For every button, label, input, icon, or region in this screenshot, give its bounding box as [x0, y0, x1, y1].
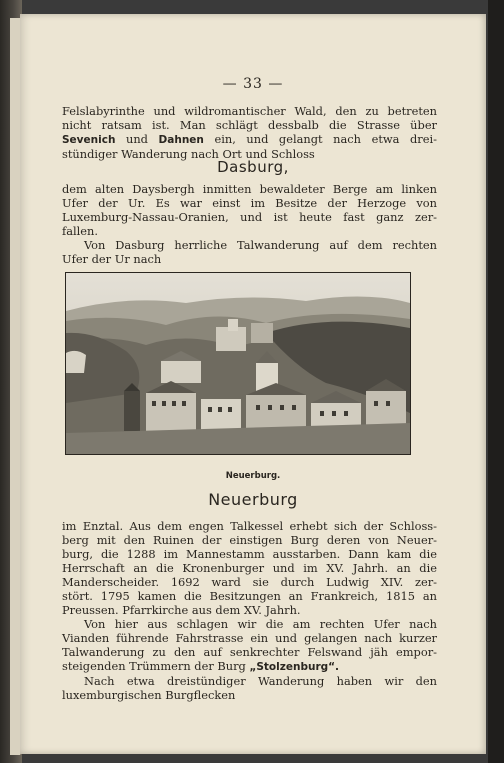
text-line: nicht ratsam ist. Man schlägt dessbalb die Strasse über [62, 118, 437, 132]
heading-dasburg: Dasburg, [217, 158, 289, 176]
text-fragment: ein, und gelangt nach etwa drei- [203, 132, 437, 146]
place-name-stolzenburg: „Stolzenburg“. [249, 661, 340, 673]
text-line: stündiger Wanderung nach Ort und Schloss [62, 147, 315, 161]
text-line: stört. 1795 kamen die Besitzungen an Frankreich, 1815 an [62, 589, 437, 603]
text-line: Ufer der Ur. Es war einst im Besitze der Herzoge von [62, 196, 437, 210]
book-page [20, 14, 486, 754]
neuerburg-paragraph [62, 519, 437, 702]
text-line: Manderscheider. 1692 ward sie durch Ludwig XIV. zer- [62, 575, 437, 589]
text-line: Von hier aus schlagen wir die am rechten Ufer nach [84, 617, 437, 631]
text-line: dem alten Daysbergh inmitten bewaldeter Berge am linken [62, 182, 437, 196]
text-line: luxemburgischen Burgflecken [62, 688, 236, 702]
text-fragment: und [115, 132, 159, 146]
text-fragment: steigenden Trümmern der Burg [62, 659, 250, 673]
text-line: Herrschaft an die Kronenburger und im XV. Jahrh. an die [62, 561, 437, 575]
text-line: Von Dasburg herrliche Talwanderung auf dem rechten [84, 238, 437, 252]
neuerburg-photo [65, 272, 411, 455]
text-line [62, 132, 437, 147]
text-line: Felslabyrinthe und wildromantischer Wald, den zu betreten [62, 104, 437, 118]
text-line: Talwanderung zu den auf senkrechter Felswand jäh empor- [62, 645, 437, 659]
text-line [62, 659, 437, 674]
background-edge [488, 0, 504, 763]
text-line: berg mit den Ruinen der einstigen Burg deren von Neuer- [62, 533, 437, 547]
dasburg-paragraph [62, 182, 437, 266]
text-line: Nach etwa dreistündiger Wanderung haben wir den [84, 674, 437, 688]
place-name-dahnen: Dahnen [158, 134, 204, 146]
text-line: burg, die 1288 im Mannestamm ausstarben. Dann kam die [62, 547, 437, 561]
place-name-sevenich: Sevenich [62, 134, 116, 146]
text-line: Preussen. Pfarrkirche aus dem XV. Jahrh. [62, 603, 301, 617]
text-line: im Enztal. Aus dem engen Talkessel erhebt sich der Schloss- [62, 519, 437, 533]
page-number: — 33 — [222, 76, 284, 92]
photo-caption: Neuerburg. [225, 471, 281, 481]
text-line: fallen. [62, 224, 98, 238]
heading-neuerburg: Neuerburg [208, 490, 298, 509]
town-illustration [66, 273, 410, 454]
text-line: Vianden führende Fahrstrasse ein und gelangen nach kurzer [62, 631, 437, 645]
text-line: Luxemburg-Nassau-Oranien, und ist heute fast ganz zer- [62, 210, 437, 224]
intro-paragraph [62, 104, 437, 161]
text-line: Ufer der Ur nach [62, 252, 162, 266]
